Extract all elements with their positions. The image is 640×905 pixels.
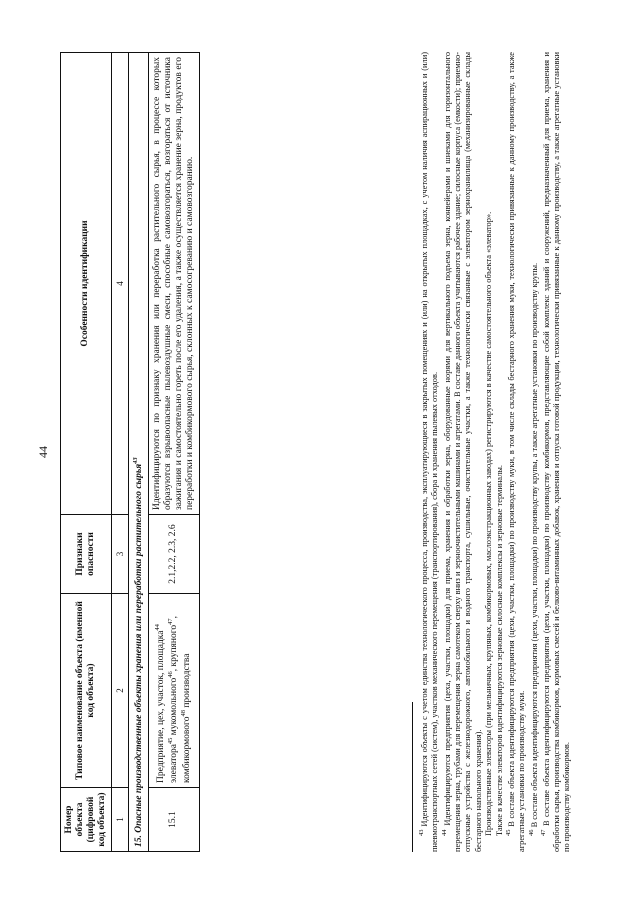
section-title-cell	[129, 53, 149, 852]
footnote-ref: 45	[167, 737, 175, 745]
table-header-row	[61, 53, 112, 852]
footnote-text: В составе объекта идентифицируются предприятия (цехи, участки, площадки) по производству крупы, а также агрегатные установки по производству крупы.	[529, 262, 539, 828]
footnote-ref: 47	[167, 618, 175, 625]
footnote-ref: 43	[132, 457, 140, 464]
footnote-text: Идентифицируются предприятия (цеха, участки, площадки) для приема, хранения и обработки зерна, оборудованные норями для вертикального подъема зерна, конвейерами и шнеками для горизонтального перемещения зерна, трубами для перемещения зерна самотеком сверху вниз и зерноочистительными машинами и агрегатами. В составе данного объекта учитываются рабочее здание; силосные корпуса (емкости); приемно-отпускные устройства с железнодорожного, автомобильного и водного транспорта, сушильные, очистительные участки, а также технологически связанные с элеватором зернохранилища (механизированные склады бестарного напольного хранения).	[442, 51, 483, 852]
header-object-name: Типовое наименование объекта (именной код объекта)	[61, 594, 112, 788]
document-page	[20, 17, 620, 887]
footnote-number: 45	[504, 829, 512, 836]
footnote	[418, 52, 441, 852]
name-part: элеватора	[169, 744, 180, 783]
footnote-text: Производственные элеваторы (при мельничных, крупяных, комбикормовых, маслоэкстракционных заводах) регистрируются в качестве самостоятельного объекта «элеватор».	[484, 211, 494, 836]
footnote-ref: 46	[167, 671, 175, 678]
column-number: 1	[111, 788, 128, 852]
footnote	[528, 52, 540, 852]
footnote	[441, 52, 484, 852]
row-object-number: 15.1	[149, 788, 200, 852]
header-hazard-signs: Признаки опасности	[61, 515, 112, 594]
footnote-ref: 48	[180, 710, 188, 717]
row-identification-features: Идентифицируются по признаку хранения или переработка растительного сырья, в процессе которых образуются взрывоопасные пылевоздушные смеси, способные самовозгораться, возгораться от источника зажигания и самостоятельно гореть после его удаления, а также осуществляется хранение зерна, продуктов его переработки и комбикормового сырья, склонных к самосогреванию и самовозгоранию.	[149, 53, 200, 515]
footnote-number: 43	[418, 829, 425, 836]
name-part: Предприятие, цех, участок, площадка	[156, 630, 167, 783]
row-object-name: Предприятие, цех, участок, площадка$^{44}$ элеватора$^{45}$ мукомольного$^{46}$, крупяного$^{47}$, комбикормового$^{48}$ производства	[149, 594, 200, 788]
column-number-row	[111, 53, 128, 852]
footnote-continuation	[484, 52, 494, 852]
footnote-text: Идентифицируются объекты с учетом единства технологического процесса, производства, эксплуатирующиеся в закрытых помещениях и (или) на открытых площадках, с учетом наличия аспирационных и (или) пневмотранспортных сетей (систем), участков механического перемещения (транспортирования), сбора и хранения пылевых отходов.	[419, 52, 440, 852]
row-hazard-signs: 2.1,2.2, 2.3, 2.6	[149, 515, 200, 594]
footnote-text: В составе объекта идентифицируются предприятия (цехи, участки, площадки) по производству комбикормов, представляющие собой комплекс зданий и сооружений, предназначенный для приема, хранения и обработки сырья, производства комбикормов, кормовых смесей и белково-витаминных добавок, хранения и отпуска готовой продукции, технологически привязанные к данному производству, а также агрегатные установки по производству комбикормов.	[541, 52, 572, 852]
column-number: 2	[111, 594, 128, 788]
footnote-text: Также в качестве элеваторов идентифицируются зерновые силосные комплексы и зерновые терминалы.	[494, 465, 504, 836]
name-part: , крупяного	[169, 624, 180, 672]
footnote-text: В составе объекта идентифицируются предприятия (цехи, участки, площадки) по производству муки, в том числе склады бестарного хранения муки, технологически привязанные к данному производству, а также агрегатные установки по производству муки.	[506, 51, 527, 852]
name-part: производства	[182, 653, 193, 708]
name-part: комбикормового	[182, 716, 193, 783]
table-row	[149, 53, 200, 852]
section-row	[129, 53, 149, 852]
footnote-ref: 44	[154, 624, 162, 631]
footnote-number: 47	[539, 829, 547, 836]
header-identification-features: Особенности идентификации	[61, 53, 112, 515]
column-number: 3	[111, 515, 128, 594]
section-title: 15. Опасные производственные объекты хранения или переработки растительного сырья	[134, 463, 145, 847]
footnote	[505, 52, 528, 852]
footnote-continuation	[495, 52, 505, 852]
header-object-number: Номер объекта (цифровой код объекта)	[61, 788, 112, 852]
footnote-separator	[412, 702, 413, 852]
name-part: мукомольного	[169, 677, 180, 736]
footnotes	[418, 52, 573, 852]
footnote-number: 44	[440, 829, 448, 836]
footnote	[540, 52, 573, 852]
footnote-number: 46	[527, 829, 535, 836]
page-number: 44	[36, 446, 50, 458]
identification-table	[60, 52, 200, 852]
column-number: 4	[111, 53, 128, 515]
